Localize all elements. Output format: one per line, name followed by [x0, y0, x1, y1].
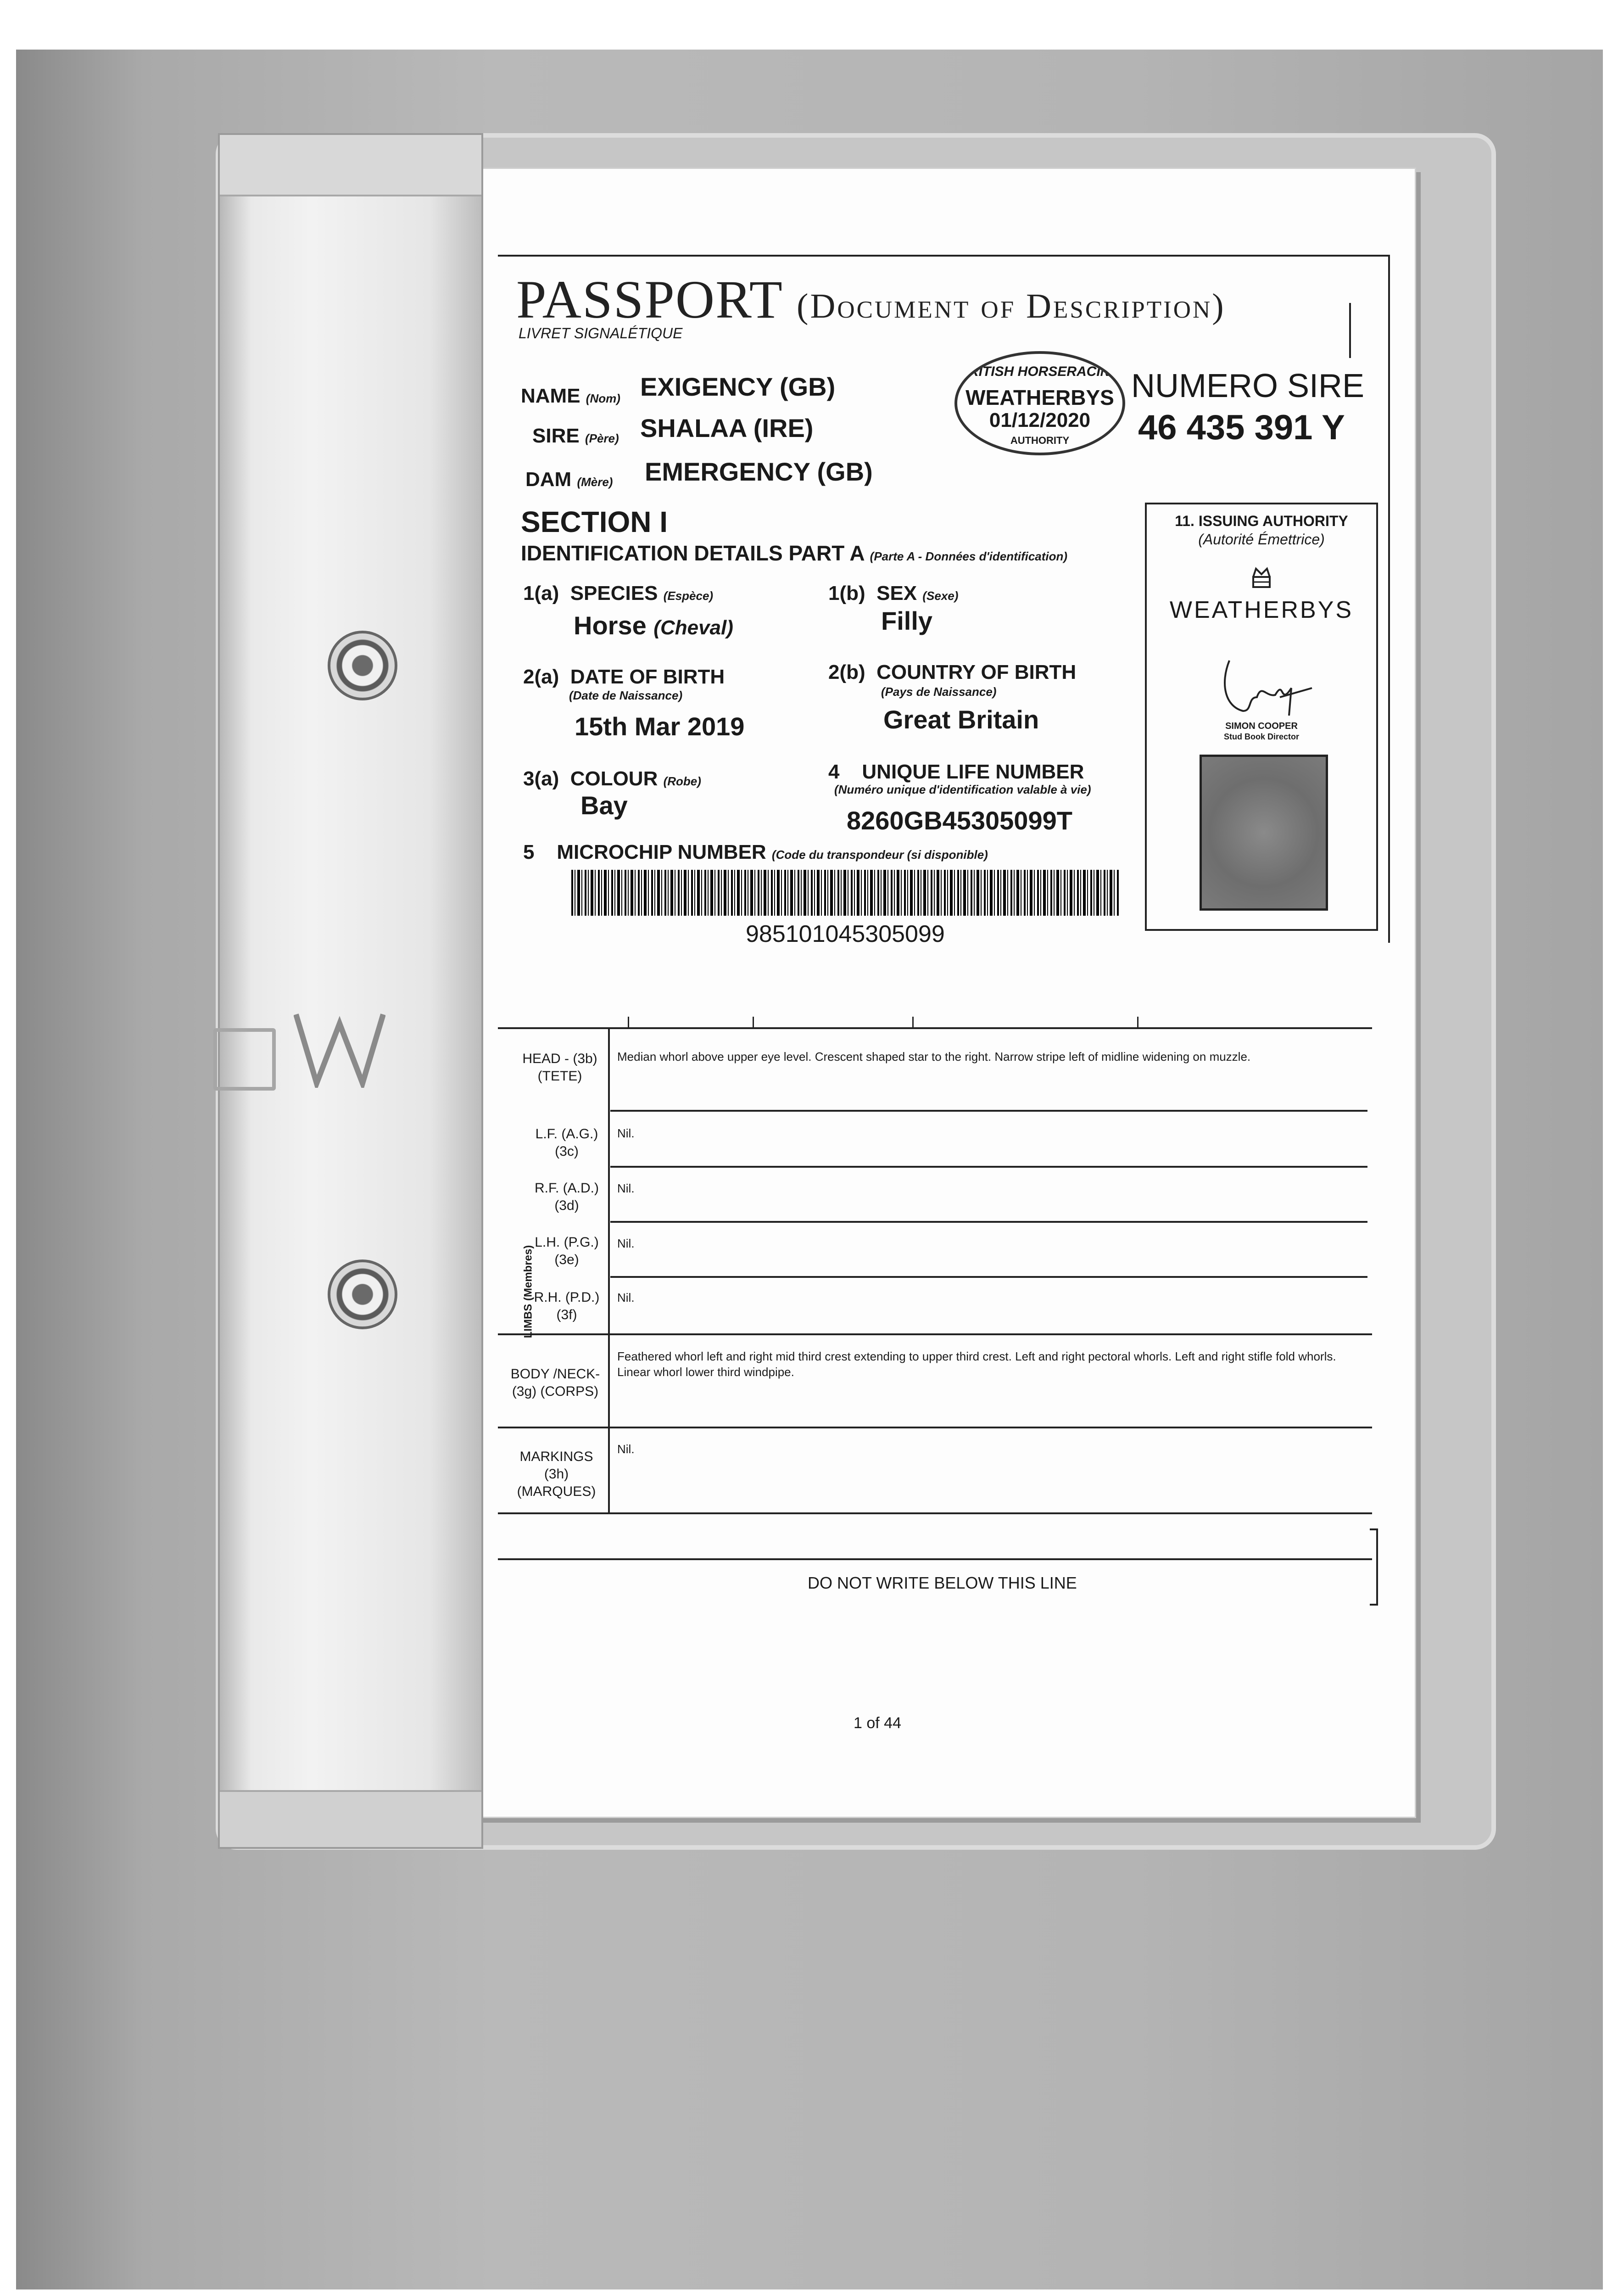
table-bottom-rule — [498, 1512, 1372, 1514]
colour-label: 3(a) COLOUR (Robe) — [523, 767, 701, 790]
dob-value: 15th Mar 2019 — [575, 712, 745, 741]
row-text-body: Feathered whorl left and right mid third crest extending to upper third crest. Left and right pectoral whorls. Left and right stifle fold whorls. Linear whorl lower third windpipe. — [617, 1349, 1336, 1379]
species-label: 1(a) SPECIES (Espèce) — [523, 582, 714, 605]
row-label-rf: R.F. (A.D.) (3d) — [535, 1181, 599, 1213]
row-rule — [610, 1166, 1367, 1168]
section-subtitle: IDENTIFICATION DETAILS PART A (Parte A - Données d'identification) — [521, 541, 1068, 565]
sex-label: 1(b) SEX (Sexe) — [828, 582, 959, 605]
stamp-arc-top: BRITISH HORSERACING — [959, 364, 1121, 379]
livret-label: LIVRET SIGNALÉTIQUE — [519, 325, 683, 341]
stamp-middle: WEATHERBYS — [965, 386, 1114, 409]
colour-value: Bay — [580, 791, 628, 820]
row-rule — [610, 1276, 1367, 1278]
do-not-write-rule — [498, 1558, 1372, 1560]
tick-mark — [1137, 1017, 1138, 1028]
right-bracket — [1370, 1528, 1378, 1606]
weatherbys-stamp — [954, 351, 1125, 455]
dam-value: EMERGENCY (GB) — [645, 457, 873, 486]
dob-label: 2(a) DATE OF BIRTH — [523, 666, 725, 688]
section-title: SECTION I — [521, 505, 668, 538]
table-divider — [608, 1027, 610, 1514]
row-label-lf: L.F. (A.G.) (3c) — [535, 1126, 598, 1159]
signature — [1211, 642, 1317, 720]
row-label-rh: R.H. (P.D.) (3f) — [534, 1290, 600, 1322]
species-value: Horse (Cheval) — [574, 611, 733, 640]
row-label-body: BODY /NECK- (3g) (CORPS) — [510, 1366, 600, 1399]
sire-value: SHALAA (IRE) — [640, 414, 814, 442]
row-text-lf: Nil. — [617, 1126, 635, 1140]
authority-name: WEATHERBYS — [1169, 597, 1354, 623]
sex-value: Filly — [881, 606, 933, 635]
ueln-label: 4 UNIQUE LIFE NUMBER — [828, 761, 1084, 783]
signatory-role: Stud Book Director — [1223, 732, 1299, 741]
crown-crest-icon — [1248, 564, 1275, 592]
top-bracket — [1345, 303, 1351, 358]
row-label-markings: MARKINGS (3h) (MARQUES) — [517, 1449, 596, 1499]
row-text-rh: Nil. — [617, 1291, 635, 1304]
stamp-arc-bottom: AUTHORITY — [1010, 435, 1070, 446]
spine-cap-top — [220, 135, 481, 196]
title-main: PASSPORT — [516, 269, 782, 330]
authority-title: 11. ISSUING AUTHORITY — [1175, 513, 1348, 529]
tick-mark — [912, 1017, 914, 1028]
microchip-label: 5 MICROCHIP NUMBER (Code du transpondeur (si disponible) — [523, 841, 988, 863]
binder-clip — [213, 1028, 276, 1091]
spine-cap-bottom — [220, 1790, 481, 1847]
sire-label: SIRE (Père) — [532, 425, 619, 447]
numero-sire-value: 46 435 391 Y — [1138, 408, 1345, 447]
authority-subtitle: (Autorité Émettrice) — [1198, 531, 1325, 548]
passport-title — [516, 269, 1226, 331]
table-top-rule — [498, 1027, 1372, 1029]
ueln-value: 8260GB45305099T — [847, 806, 1072, 835]
dob-hint: (Date de Naissance) — [569, 688, 683, 702]
row-text-markings: Nil. — [617, 1442, 635, 1456]
row-rule — [610, 1110, 1367, 1112]
hologram-seal — [1200, 755, 1328, 911]
row-text-head: Median whorl above upper eye level. Crescent shaped star to the right. Narrow stripe left of midline widening on muzzle. — [617, 1050, 1251, 1064]
row-rule — [498, 1427, 1372, 1428]
dam-label: DAM (Mère) — [525, 468, 613, 491]
name-value: EXIGENCY (GB) — [640, 372, 836, 401]
binder-spine — [218, 133, 483, 1849]
cob-label: 2(b) COUNTRY OF BIRTH — [828, 661, 1077, 683]
microchip-number: 985101045305099 — [746, 921, 945, 947]
tick-mark — [628, 1017, 629, 1028]
cob-value: Great Britain — [883, 705, 1039, 734]
issuing-authority-box — [1145, 503, 1378, 931]
row-label-lh: L.H. (P.G.) (3e) — [535, 1235, 599, 1267]
tick-mark — [753, 1017, 754, 1028]
ueln-hint: (Numéro unique d'identification valable à vie) — [834, 783, 1091, 796]
row-text-rf: Nil. — [617, 1181, 635, 1195]
do-not-write-notice: DO NOT WRITE BELOW THIS LINE — [808, 1573, 1077, 1592]
stamp-date: 01/12/2020 — [989, 409, 1091, 431]
microchip-barcode — [571, 870, 1120, 916]
row-label-head: HEAD - (3b) (TETE) — [522, 1051, 597, 1084]
numero-sire-label: NUMERO SIRE — [1131, 368, 1365, 404]
row-rule — [498, 1333, 1372, 1335]
eyelet-ring-icon — [328, 1259, 397, 1329]
eyelet-ring-icon — [328, 631, 397, 700]
page-number: 1 of 44 — [854, 1714, 901, 1732]
row-text-lh: Nil. — [617, 1237, 635, 1250]
row-rule — [610, 1221, 1367, 1223]
signatory-name: SIMON COOPER — [1225, 721, 1298, 731]
spine-w-logo — [294, 1010, 385, 1088]
name-label: NAME (Nom) — [521, 385, 620, 407]
cob-hint: (Pays de Naissance) — [881, 685, 997, 699]
limbs-label: LIMBS (Membres) — [522, 1245, 535, 1338]
title-sub: (Document of Description) — [797, 287, 1226, 325]
